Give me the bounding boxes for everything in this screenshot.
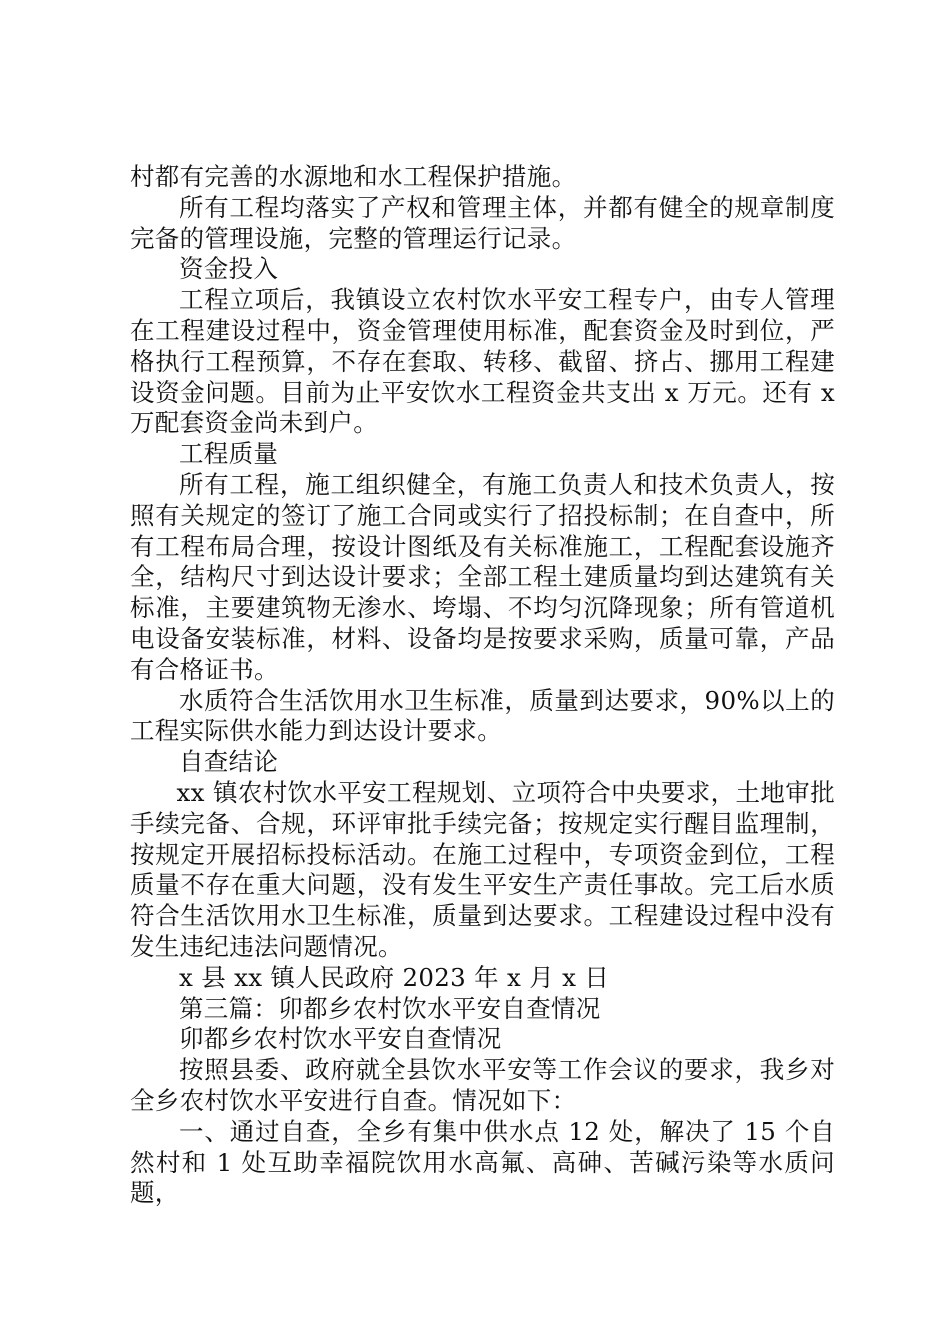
heading-funding: 资金投入 [179,254,279,284]
paragraph-intro: 按照县委、政府就全县饮水平安等工作会议的要求，我乡对全乡农村饮水平安进行自查。情况如下： [130,1055,835,1115]
document-body [130,162,835,1209]
paragraph-quality: 所有工程，施工组织健全，有施工负责人和技术负责人，按照有关规定的签订了施工合同或实行了招投标制；在自查中，所有工程布局合理，按设计图纸及有关标准施工，工程配套设施齐全，结构尺寸到达设计要求；全部工程土建质量均到达建筑有关标准，主要建筑物无渗水、垮塌、不均匀沉降现象；所有管道机电设备安装标准，材料、设备均是按要求采购，质量可靠，产品有合格证书。 [130,469,835,684]
paragraph-management: 所有工程均落实了产权和管理主体，并都有健全的规章制度完备的管理设施，完整的管理运行记录。 [130,192,835,253]
heading-conclusion: 自查结论 [179,747,279,777]
signature-line: x 县 xx 镇人民政府 2023 年 x 月 x 日 [179,962,610,992]
paragraph-funding: 工程立项后，我镇设立农村饮水平安工程专户，由专人管理在工程建设过程中，资金管理使用标准，配套资金及时到位，严格执行工程预算，不存在套取、转移、截留、挤占、挪用工程建设资金问题。目前为止平安饮水工程资金共支出 x 万元。还有 x 万配套资金尚未到户。 [130,285,835,438]
paragraph-continuation: 村都有完善的水源地和水工程保护措施。 [130,162,577,191]
paragraph-item-one: 一、通过自查，全乡有集中供水点 12 处，解决了 15 个自然村和 1 处互助幸福院饮用水高氟、高砷、苦碱污染等水质问题， [130,1116,835,1208]
subtitle-part-three: 卯都乡农村饮水平安自查情况 [179,1024,502,1054]
heading-quality: 工程质量 [179,439,279,469]
paragraph-water-quality: 水质符合生活饮用水卫生标准，质量到达要求，90%以上的工程实际供水能力到达设计要求。 [130,685,835,746]
paragraph-conclusion: xx 镇农村饮水平安工程规划、立项符合中央要求，土地审批手续完备、合规，环评审批手续完备；按规定实行醒目监理制，按规定开展招标投标活动。在施工过程中，专项资金到位，工程质量不存在重大问题，没有发生平安生产责任事故。完工后水质符合生活饮用水卫生标准，质量到达要求。工程建设过程中没有发生违纪违法问题情况。 [130,777,835,961]
heading-part-three: 第三篇：卯都乡农村饮水平安自查情况 [179,993,601,1023]
